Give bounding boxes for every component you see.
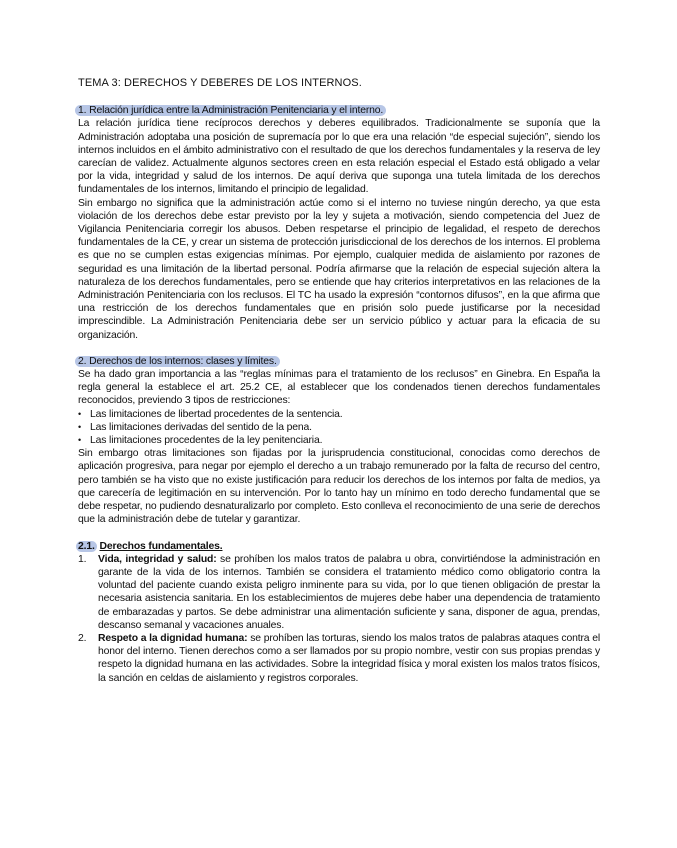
list-item-label: Respeto a la dignidad humana:	[98, 632, 248, 644]
section-2-heading-text: 2. Derechos de los internos: clases y límites.	[75, 356, 280, 367]
section-2-paragraph-1: Se ha dado gran importancia a las “reglas mínimas para el tratamiento de los reclusos” en Ginebra. En España la regla general la establece el art. 25.2 CE, al establecer que los condenados tienen derechos fundamentales reconocidos, previendo 3 tipos de restricciones:	[78, 369, 600, 407]
list-item-label: Vida, integridad y salud:	[98, 553, 217, 565]
section-1-paragraph-1: La relación jurídica tiene recíprocos derechos y deberes equilibrados. Tradicionalmente se suponía que la Administración adoptaba una posición de supremacía por lo que era una relación “de especial sujeción”, siendo los internos incluidos en el ámbito administrativo con el resultado de que los derechos fundamentales y la reserva de ley carecían de validez. Actualmente algunos sectores creen en esta relación especial el Estado está obligado a velar por la vida, integridad y salud de los internos. De aquí deriva que suponga una tutela limitada de los derechos fundamentales de los internos, limitando el principio de legalidad.	[78, 118, 600, 196]
list-item: • Las limitaciones derivadas del sentido de la pena.	[78, 421, 600, 434]
list-item-text: se prohíben las torturas, siendo los malos tratos de palabras ataques contra el honor del interno. Tienen derechos como a ser llamados por su propio nombre, vestir con sus propias prendas y respeto la dignidad humana en las actividades. Sobre la integridad física y moral existen los malos tratos físicos, la sanción en celdas de aislamiento y registros corporales.	[98, 632, 600, 684]
document-page	[78, 77, 600, 685]
list-item-number: 2.	[78, 632, 87, 644]
section-1-heading-text: 1. Relación jurídica entre la Administración Penitenciaria y el interno.	[75, 105, 386, 116]
fundamental-rights-list	[78, 553, 600, 685]
restrictions-list	[78, 408, 600, 448]
subsection-2-1-number: 2.1.	[78, 540, 95, 552]
list-item: • Las limitaciones de libertad procedentes de la sentencia.	[78, 408, 600, 421]
list-item: • Las limitaciones procedentes de la ley penitenciaria.	[78, 434, 600, 447]
list-item-text: se prohíben los malos tratos de palabra u obra, convirtiéndose la administración en garante de la vida de los internos. También se considera el tratamiento médico como obligatorio contra la voluntad del paciente cuando exista peligro inminente para su vida, por lo que tienen obligación de prestar la necesaria asistencia sanitaria. En los establecimientos de mujeres debe haber una dependencia de tratamiento de embarazadas y partos. Se debe administrar una alimentación suficiente y sana, disponer de agua, prendas, descanso semanal y vacaciones anuales.	[98, 553, 601, 631]
section-1-paragraph-2: Sin embargo no significa que la administración actúe como si el interno no tuviese ningún derecho, ya que esta violación de los derechos debe estar previsto por la ley y sujeta a motivación, siendo competencia del Juez de Vigilancia Penitenciaria corregir los abusos. Deben respetarse el principio de legalidad, el respeto de derechos fundamentales de la CE, y crear un sistema de protección jurisdiccional de los derechos de los internos. El problema es que no se cumplen estas exigencias mínimas. Por ejemplo, cualquier medida de aislamiento por razones de seguridad es una limitación de la libertad personal. Podría afirmarse que la relación de especial sujeción altera la naturaleza de los derechos fundamentales, pero se entiende que hay criterios interpretativos en las relaciones de la Administración Penitenciaria con los reclusos. El TC ha usado la expresión “contornos difusos”, en la que afirma que una restricción de los derechos fundamentales que en prisión solo puede justificarse por la necesidad imprescindible. La Administración Penitenciaria debe ser un servicio público y actuar para la eficacia de su organización.	[78, 197, 600, 341]
section-2-paragraph-2: Sin embargo otras limitaciones son fijadas por la jurisprudencia constitucional, conocidas como derechos de aplicación progresiva, para negar por ejemplo el derecho a un trabajo remunerado por la falta de recurso del centro, pero también se ha visto que no existe justificación para reducir los derechos de los internos por falta de medios, ya que carecería de legitimación en su intervención. Por lo tanto hay un mínimo en todo derecho fundamental que se debe respetar, no pudiendo desnaturalizarlo por completo. Esto conlleva el reconocimiento de una serie de derechos que la administración debe de tutelar y garantizar.	[78, 448, 600, 526]
document-title: TEMA 3: DERECHOS Y DEBERES DE LOS INTERNOS.	[78, 77, 362, 89]
list-item	[78, 632, 600, 685]
section-2-heading	[78, 355, 600, 368]
subsection-2-1-title: Derechos fundamentales.	[99, 540, 223, 552]
list-item-number: 1.	[78, 553, 87, 565]
subsection-2-1-heading	[78, 540, 600, 553]
section-1-heading	[78, 104, 600, 117]
list-item	[78, 553, 600, 632]
